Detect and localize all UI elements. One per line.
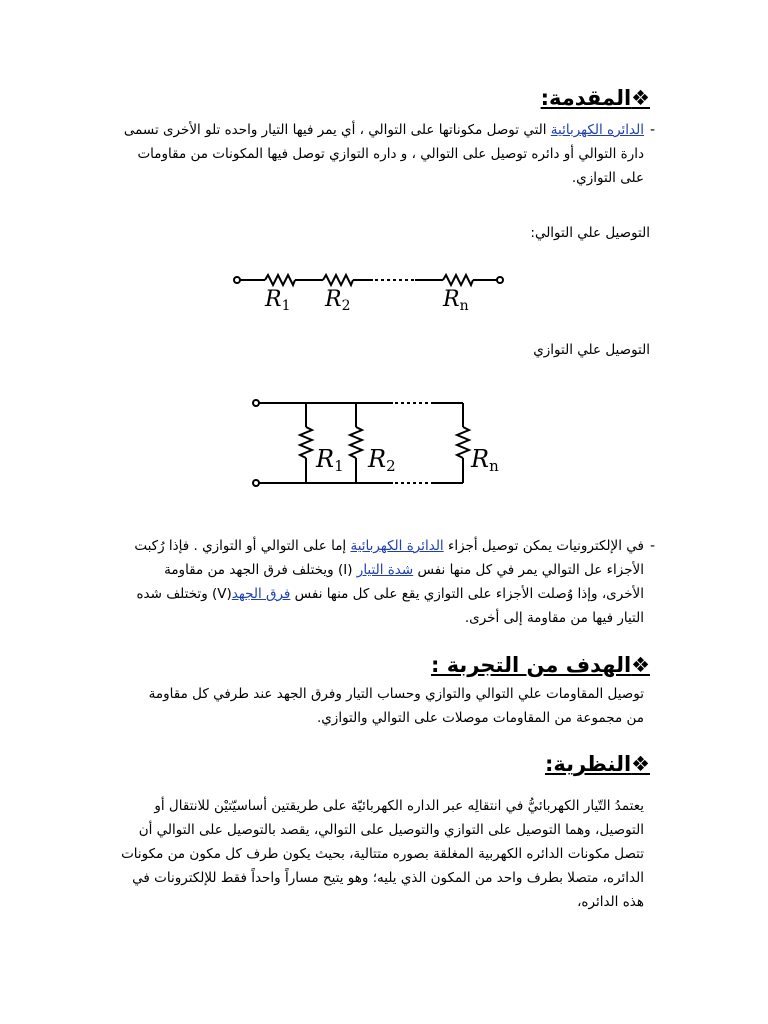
parallel-r1-subscript: 1 [334,457,344,475]
parallel-r1-label: R [316,445,335,473]
heading-text: الهدف من التجربة : [430,653,632,677]
section-heading-intro [541,86,650,110]
series-rn-subscript: n [459,298,469,314]
svg-text:Rn [470,445,499,475]
intro-text: التي توصل مكوناتها على التوالي ، أي يمر فيها التيار واحده تلو الأخرى تسمى دارة التوالي أو دائره توصيل على التوالي ، و داره التوازي توصل فيها المكونات من مقاومات على التوازي. [123,122,644,186]
parallel-rn-label: R [471,445,490,473]
svg-text:R2 [324,287,351,314]
voltage-difference-link[interactable]: فرق الجهد [231,586,291,602]
section-heading-theory [545,752,650,776]
series-r1-subscript: 1 [281,298,291,314]
bullet2-text-2: إما على التوالي أو التوازي . فإذا رُكبت الأجزاء عل التوالي يمر في كل منها نفس [134,538,644,578]
series-rn-label: R [443,287,460,312]
diamond-bullet-icon: ❖ [631,752,650,776]
diamond-bullet-icon: ❖ [631,86,650,110]
svg-text:R1 [315,445,344,475]
series-r2-subscript: 2 [341,298,351,314]
svg-text:Rn [442,287,469,314]
intro-paragraph [114,118,644,190]
bullet2-text-1: في الإلكترونيات يمكن توصيل أجزاء [443,538,644,554]
circuit-link[interactable]: الدائره الكهربائية [550,122,644,138]
heading-text: النظرية: [544,752,632,776]
objective-paragraph: توصيل المقاومات علي التوالي والتوازي وحساب التيار وفرق الجهد عند طرفي كل مقاومة من مجموعة من المقاومات موصلات على التوالي والتوازي. [148,686,644,726]
theory-paragraph: يعتمدُ التّيار الكهربائيُّ في انتقالِه عبر الداره الكهربائيّة على طريقتين أساسيّتيْن للانتقال أو التوصيل، وهما التوصيل على التوازي والتوصيل على التوالي، يقصد بالتوصيل على التوالي أن تتصل مكونات الدائره الكهربية المغلقة بصوره متتالية، بحيث يكون طرف كل مكون من مكونات الدائره، متصلا بطرف واحد من المكون الذي يليه؛ وهو يتيح مساراً واحداً فقط للإلكترونات في هذه الدائره، [121,798,644,910]
series-r1-label: R [265,287,282,312]
diamond-bullet-icon: ❖ [631,653,650,677]
current-intensity-link[interactable]: شدة التيار [356,562,414,578]
bullet2-text-4: (V) وتختلف شده التيار فيها من مقاومة إلى أخرى. [136,586,644,626]
svg-text:R2 [367,445,396,475]
parallel-rn-subscript: n [489,457,499,475]
electric-circuit-link[interactable]: الدائرة الكهربائية [350,538,444,554]
section-heading-objective [431,653,650,677]
parallel-caption: التوصيل علي التوازي [533,342,650,358]
series-caption: التوصيل علي التوالي: [530,225,650,241]
series-parallel-paragraph [124,534,644,630]
bullet2-text-3: (I) ويختلف فرق الجهد من مقاومة الأخرى، وإذا وُصلت الأجزاء على التوازي يقع على كل منها نفس [164,562,644,602]
series-r2-label: R [325,287,342,312]
parallel-r2-subscript: 2 [386,457,396,475]
series-circuit-diagram [225,262,515,322]
parallel-circuit-diagram [248,393,508,493]
parallel-r2-label: R [368,445,387,473]
list-dash: - [650,538,656,554]
svg-text:R1 [264,287,291,314]
heading-text: المقدمة: [540,86,632,110]
list-dash: - [650,122,656,138]
